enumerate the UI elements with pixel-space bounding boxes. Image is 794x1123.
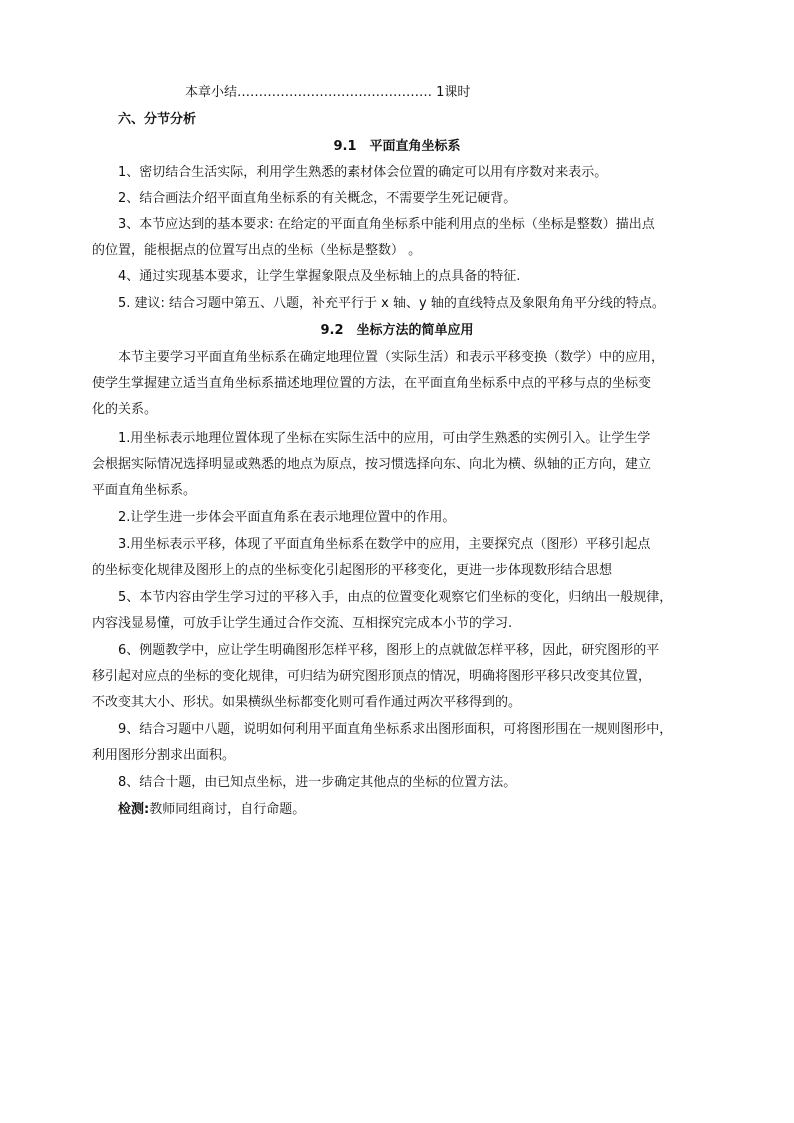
paragraph-91-2: 2、结合画法介绍平面直角坐标系的有关概念，不需要学生死记硬背。 — [118, 191, 517, 206]
section-heading-six: 六、分节分析 — [118, 112, 197, 127]
check-text: 教师同组商讨，自行命题。 — [149, 802, 306, 817]
paragraph-92-1b: 会根据实际情况选择明显或熟悉的地点为原点，按习惯选择向东、向北为横、纵轴的正方向，建立 — [92, 457, 652, 472]
toc-label: 本章小结 — [185, 85, 238, 100]
paragraph-92-5a: 5、本节内容由学生学习过的平移入手，由点的位置变化观察它们坐标的变化，归纳出一般规律， — [118, 590, 673, 605]
paragraph-92-6a: 6、例题教学中，应让学生明确图形怎样平移，图形上的点就做怎样平移，因此，研究图形的平 — [118, 643, 660, 658]
paragraph-92-intro-c: 化的关系。 — [92, 402, 158, 417]
paragraph-92-intro-b: 使学生掌握建立适当直角坐标系描述地理位置的方法，在平面直角坐标系中点的平移与点的坐标变 — [92, 376, 652, 391]
paragraph-92-2: 2.让学生进一步体会平面直角系在表示地理位置中的作用。 — [118, 510, 456, 525]
check-label: 检测: — [118, 802, 150, 817]
paragraph-92-3b: 的坐标变化规律及图形上的点的坐标变化引起图形的平移变化，更进一步体现数形结合思想 — [92, 563, 613, 578]
toc-dots: ……………………………………… — [237, 85, 433, 100]
paragraph-92-1a: 1.用坐标表示地理位置体现了坐标在实际生活中的应用，可由学生熟悉的实例引入。让学生学 — [118, 431, 651, 446]
toc-line — [185, 84, 470, 102]
paragraph-92-1c: 平面直角坐标系。 — [92, 483, 197, 498]
paragraph-91-5: 5. 建议: 结合习题中第五、八题，补充平行于 x 轴、y 轴的直线特点及象限角角平分线的特点。 — [118, 296, 665, 311]
paragraph-92-3a: 3.用坐标表示平移，体现了平面直角坐标系在数学中的应用，主要探究点（图形）平移引起点 — [118, 537, 651, 552]
paragraph-91-1: 1、密切结合生活实际，利用学生熟悉的素材体会位置的确定可以用有序数对来表示。 — [118, 165, 608, 180]
paragraph-92-intro-a: 本节主要学习平面直角坐标系在确定地理位置（实际生活）和表示平移变换（数学）中的应用， — [118, 350, 665, 365]
paragraph-91-4: 4、通过实现基本要求，让学生掌握象限点及坐标轴上的点具备的特征. — [118, 269, 521, 284]
paragraph-92-8: 8、结合十题，由已知点坐标，进一步确定其他点的坐标的位置方法。 — [118, 775, 517, 790]
section-title-9-2: 9.2 坐标方法的简单应用 — [320, 323, 474, 338]
paragraph-92-9a: 9、结合习题中八题，说明如何利用平面直角坐标系求出图形面积，可将图形围在一规则图形中， — [118, 722, 673, 737]
paragraph-91-3b: 的位置，能根据点的位置写出点的坐标（坐标是整数） 。 — [92, 243, 422, 258]
paragraph-92-6b: 移引起对应点的坐标的变化规律，可归结为研究图形顶点的情况，明确将图形平移只改变其位置， — [92, 669, 652, 684]
paragraph-92-5b: 内容浅显易懂，可放手让学生通过合作交流、互相探究完成本小节的学习. — [92, 616, 513, 631]
paragraph-92-6c: 不改变其大小、形状。如果横纵坐标都变化则可看作通过两次平移得到的。 — [92, 695, 522, 710]
toc-value: 1课时 — [436, 85, 471, 100]
section-title-9-1: 9.1 平面直角坐标系 — [333, 139, 461, 154]
paragraph-92-9b: 利用图形分割求出面积。 — [92, 748, 236, 763]
check-line — [118, 801, 305, 819]
paragraph-91-3a: 3、本节应达到的基本要求: 在给定的平面直角坐标系中能利用点的坐标（坐标是整数）描出点 — [118, 217, 655, 232]
